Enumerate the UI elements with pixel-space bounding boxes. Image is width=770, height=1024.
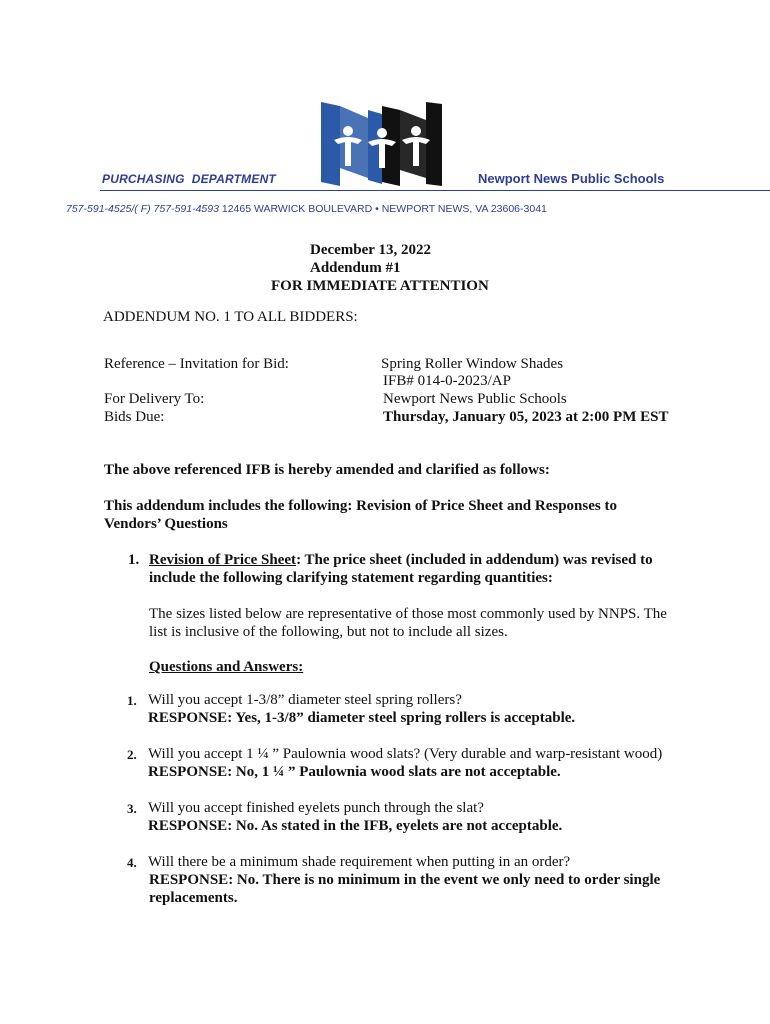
- qa-item-number: 3.: [127, 801, 137, 816]
- reference-label: Reference – Invitation for Bid:: [104, 356, 289, 372]
- organization-name: Newport News Public Schools: [478, 171, 665, 186]
- addendum-number: Addendum #1: [310, 260, 401, 276]
- section-1-line-1: [149, 552, 653, 569]
- includes-line-1: This addendum includes the following: Revision of Price Sheet and Responses to: [104, 498, 617, 514]
- phone-fax: 757-591-4525/( F) 757-591-4593: [66, 203, 219, 215]
- qa-question: Will you accept 1-3/8” diameter steel spring rollers?: [148, 692, 462, 708]
- qa-question: Will you accept 1 ¼ ” Paulownia wood slats? (Very durable and warp-resistant wood): [148, 746, 663, 762]
- date-line: December 13, 2022: [310, 242, 431, 258]
- qa-response: RESPONSE: Yes, 1-3/8” diameter steel spring rollers is acceptable.: [148, 710, 576, 726]
- address: 12465 WARWICK BOULEVARD • NEWPORT NEWS, VA 23606-3041: [221, 203, 547, 215]
- salutation: ADDENDUM NO. 1 TO ALL BIDDERS:: [103, 309, 358, 325]
- qa-item-number: 2.: [127, 747, 137, 762]
- includes-line-2: Vendors’ Questions: [104, 516, 228, 532]
- section-1-title: Revision of Price Sheet: [149, 552, 297, 568]
- contact-line: [66, 203, 547, 215]
- amended-statement: The above referenced IFB is hereby amended and clarified as follows:: [104, 462, 550, 478]
- nnps-logo: [318, 98, 444, 188]
- department-label: PURCHASING DEPARTMENT: [102, 172, 276, 186]
- section-1-line-2: include the following clarifying statement regarding quantities:: [149, 570, 553, 586]
- qa-response: RESPONSE: No, 1 ¼ ” Paulownia wood slats are not acceptable.: [148, 764, 561, 780]
- delivery-value: Newport News Public Schools: [383, 391, 567, 407]
- qa-item-number: 1.: [127, 693, 137, 708]
- qa-response-line-2: replacements.: [149, 890, 238, 906]
- header-divider: [100, 190, 770, 191]
- qa-heading: Questions and Answers:: [149, 659, 304, 675]
- qa-response-line-1: RESPONSE: No. There is no minimum in the event we only need to order single: [149, 872, 661, 888]
- qa-response: RESPONSE: No. As stated in the IFB, eyelets are not acceptable.: [148, 818, 563, 834]
- section-1-note-1: The sizes listed below are representative of those most commonly used by NNPS. The: [149, 606, 667, 622]
- section-1-note-2: list is inclusive of the following, but not to include all sizes.: [149, 624, 508, 640]
- bids-due-label: Bids Due:: [104, 409, 165, 425]
- qa-question: Will you accept finished eyelets punch through the slat?: [148, 800, 484, 816]
- ifb-number: IFB# 014-0-2023/AP: [383, 373, 511, 389]
- section-1-number: 1.: [128, 552, 140, 568]
- qa-item-number: 4.: [127, 855, 137, 870]
- attention-line: FOR IMMEDIATE ATTENTION: [271, 278, 489, 294]
- bids-due-value: Thursday, January 05, 2023 at 2:00 PM EST: [383, 409, 669, 425]
- reference-value: Spring Roller Window Shades: [381, 356, 564, 372]
- delivery-label: For Delivery To:: [104, 391, 205, 407]
- section-1-text-1: : The price sheet (included in addendum) was revised to: [296, 552, 653, 568]
- qa-question: Will there be a minimum shade requirement when putting in an order?: [148, 854, 571, 870]
